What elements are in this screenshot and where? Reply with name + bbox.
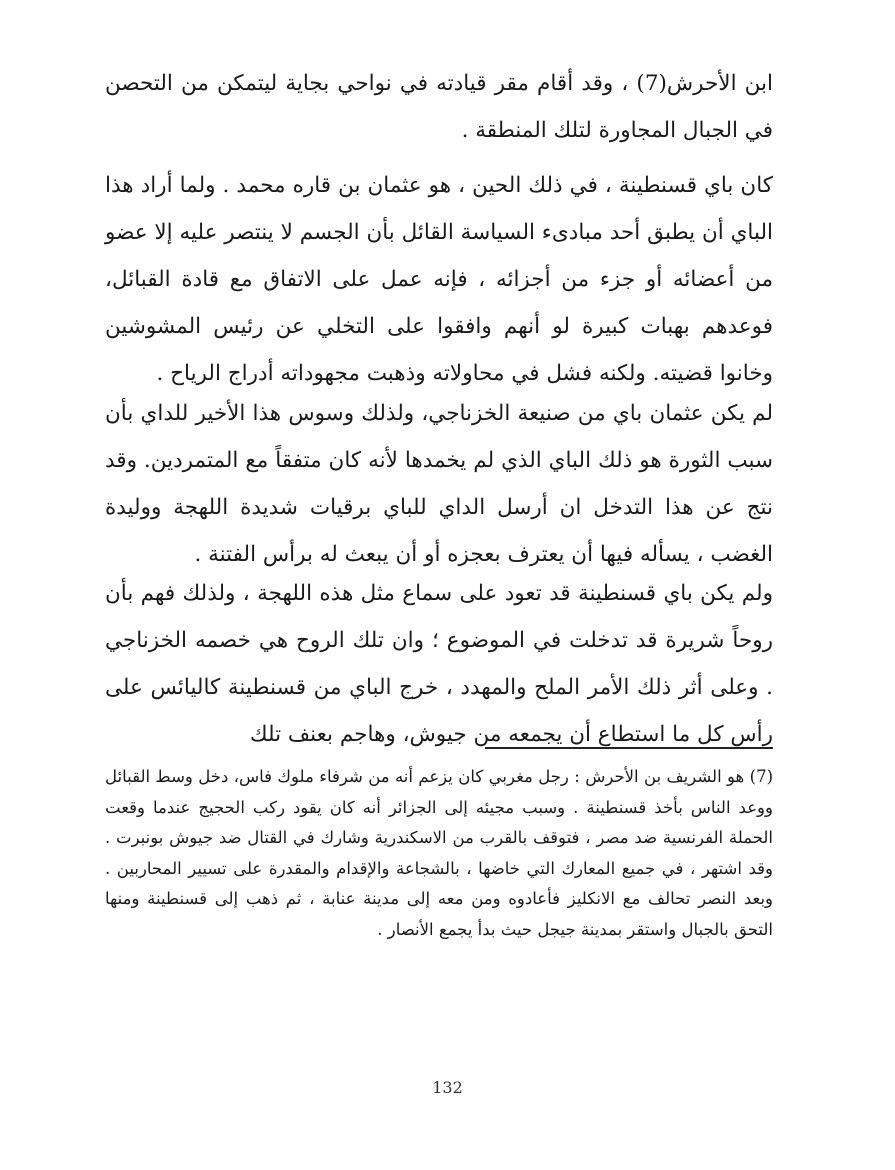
footnote-divider <box>485 747 773 749</box>
footnote-7: (7) هو الشريف بن الأحرش : رجل مغربي كان يزعم أنه من شرفاء ملوك فاس، دخل وسط القبائل ووعد الناس بأخذ قسنطينة . وسبب مجيئه إلى الجزائر أنه كان يقود ركب الحجيج عندما وقعت الحملة الفرنسية ضد مصر ، فتوقف بالقرب من الاسكندرية وشارك في القتال ضد جيوش بونبرت . وقد اشتهر ، في جميع المعارك التي خاضها ، بالشجاعة والإقدام والمقدرة على تسيير المحاربين . وبعد النصر تحالف مع الانكليز فأعادوه ومن معه إلى مدينة عنابة ، ثم ذهب إلى قسنطينة ومنها التحق بالجبال واستقر بمدينة جيجل حيث بدأ يجمع الأنصار . <box>105 767 773 939</box>
paragraph-2: كان باي قسنطينة ، في ذلك الحين ، هو عثمان بن قاره محمد . ولما أراد هذا الباي أن يطبق أحد مبادىء السياسة القائل بأن الجسم لا ينتصر عليه إلا عضو من أعضائه أو جزء من أجزائه ، فإنه عمل على الاتفاق مع قادة القبائل، فوعدهم بهبات كبيرة لو أنهم وافقوا على التخلي عن رئيس المشوشين وخانوا قضيته. ولكنه فشل في محاولاته وذهبت مجهوداته أدراج الرياح . <box>105 173 773 386</box>
paragraph-1: ابن الأحرش(7) ، وقد أقام مقر قيادته في نواحي بجاية ليتمكن من التحصن في الجبال المجاورة لتلك المنطقة . <box>105 71 773 143</box>
paragraph-4: ولم يكن باي قسنطينة قد تعود على سماع مثل هذه اللهجة ، ولذلك فهم بأن روحاً شريرة قد تدخلت في الموضوع ؛ وان تلك الروح هي خصمه الخزناجي . وعلى أثر ذلك الأمر الملح والمهدد ، خرج الباي من قسنطينة كاليائس على رأس كل ما استطاع أن يجمعه من جيوش، وهاجم بعنف تلك <box>105 581 773 747</box>
paragraph-3: لم يكن عثمان باي من صنيعة الخزناجي، ولذلك وسوس هذا الأخير للداي بأن سبب الثورة هو ذلك الباي الذي لم يخمدها لأنه كان متفقاً مع المتمردين. وقد نتج عن هذا التدخل ان أرسل الداي للباي برقيات شديدة اللهجة ووليدة الغضب ، يسأله فيها أن يعترف بعجزه أو أن يبعث له برأس الفتنة . <box>105 401 773 567</box>
page-number: 132 <box>432 1078 463 1097</box>
